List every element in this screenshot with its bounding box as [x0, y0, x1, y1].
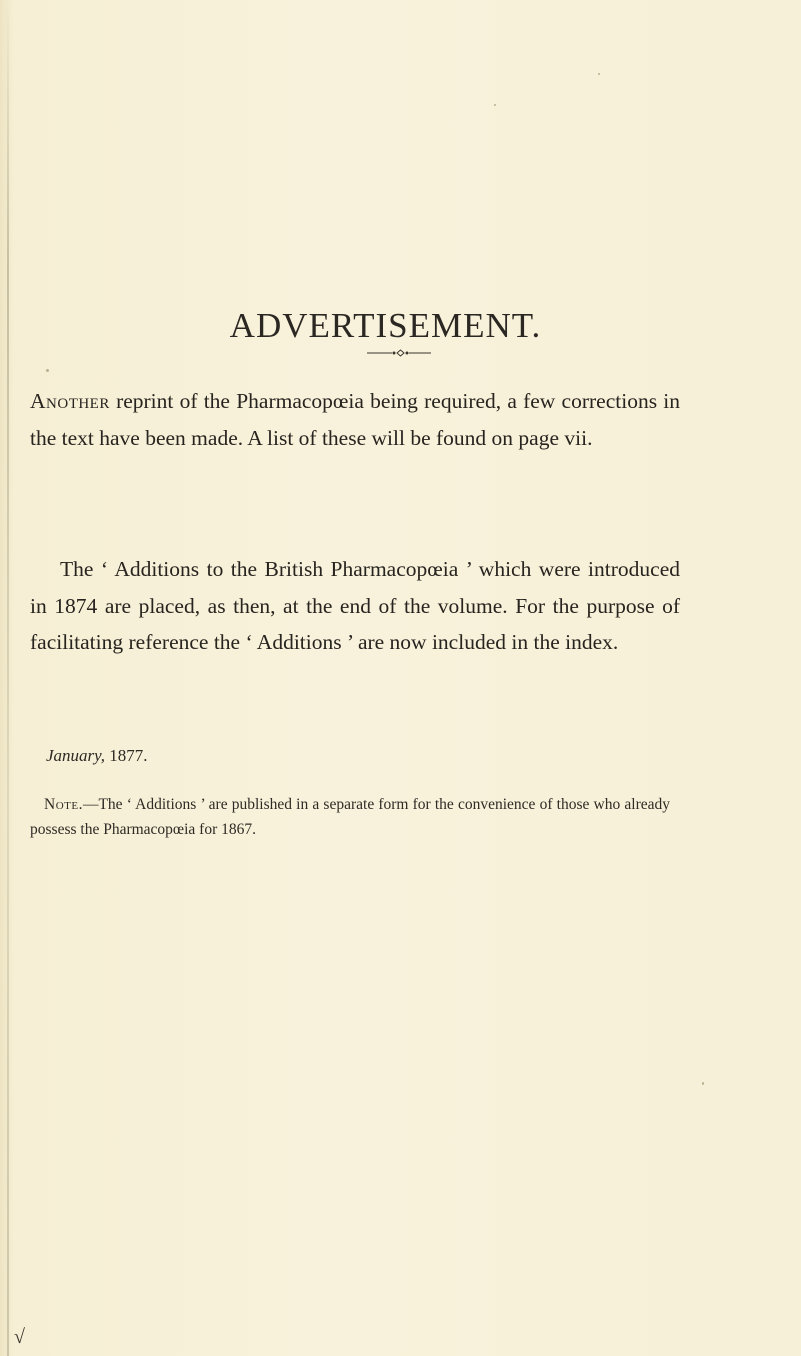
paragraph-reprint-text: reprint of the Pharmacopœia being required, a few corrections in the text have been made. A list of these will be found on page vii.	[30, 389, 680, 450]
footnote	[30, 793, 670, 842]
date-line	[46, 746, 148, 766]
paragraph-additions	[30, 551, 680, 661]
paper-speck	[702, 1082, 704, 1085]
paper-speck	[598, 73, 600, 75]
paragraph-additions-text: The ‘ Additions to the British Pharmacopœia ’ which were introduced in 1874 are placed, as then, at the end of the volume. For the purpose of facilitating reference the ‘ Additions ’ are now included in the index.	[30, 557, 680, 654]
pencil-check-mark: √	[14, 1326, 25, 1348]
footnote-text: —The ‘ Additions ’ are published in a separate form for the convenience of those who already possess the Pharmacopœia for 1867.	[30, 796, 670, 838]
date-month: January,	[46, 746, 106, 765]
footnote-lead-word: Note.	[44, 796, 83, 813]
date-year: 1877.	[105, 746, 148, 765]
paragraph-reprint	[30, 383, 680, 456]
binding-shadow	[7, 0, 9, 1356]
paragraph-lead-word: Another	[30, 389, 110, 413]
paper-speck	[494, 104, 496, 106]
paper-speck	[46, 369, 49, 372]
page-title: ADVERTISEMENT.	[229, 306, 542, 346]
ornamental-rule	[367, 349, 431, 357]
